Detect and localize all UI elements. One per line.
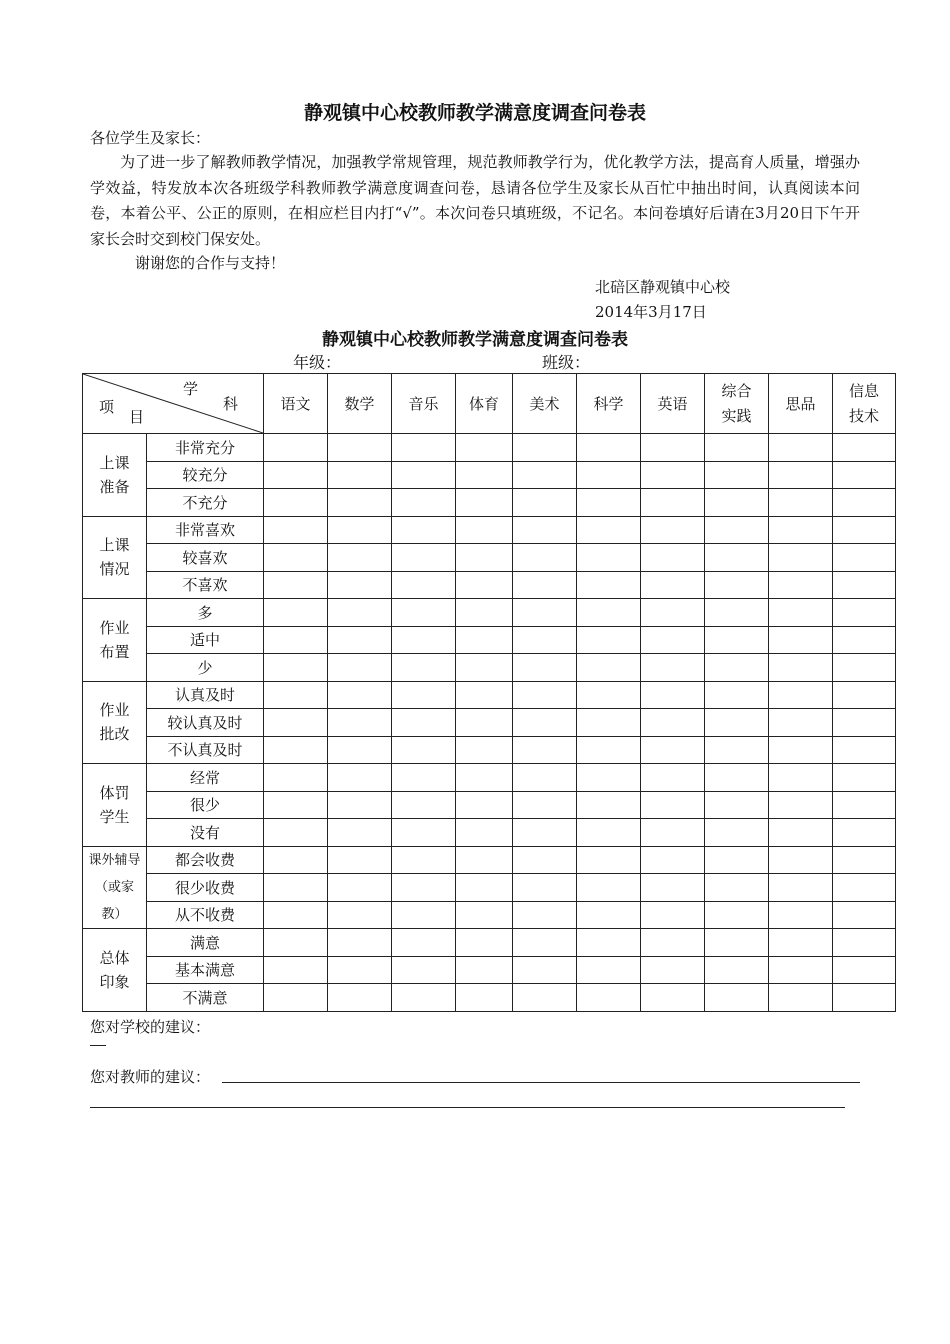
- check-cell[interactable]: [328, 819, 392, 847]
- check-cell[interactable]: [641, 654, 705, 682]
- check-cell[interactable]: [513, 544, 577, 572]
- check-cell[interactable]: [328, 461, 392, 489]
- check-cell[interactable]: [264, 901, 328, 929]
- signature-date: 2014年3月17日: [595, 303, 707, 321]
- subject-header-cell: 体育: [456, 374, 513, 434]
- check-cell[interactable]: [264, 434, 328, 462]
- check-cell[interactable]: [769, 489, 833, 517]
- check-cell[interactable]: [513, 599, 577, 627]
- option-cell: 很少收费: [147, 874, 264, 902]
- table-row: [83, 736, 896, 764]
- check-cell[interactable]: [833, 901, 896, 929]
- check-cell[interactable]: [577, 571, 641, 599]
- check-cell[interactable]: [769, 544, 833, 572]
- check-cell[interactable]: [328, 489, 392, 517]
- check-cell[interactable]: [392, 929, 456, 957]
- check-cell[interactable]: [513, 516, 577, 544]
- check-cell[interactable]: [513, 819, 577, 847]
- check-cell[interactable]: [264, 626, 328, 654]
- table-header-row: [83, 374, 896, 434]
- check-cell[interactable]: [264, 516, 328, 544]
- check-cell[interactable]: [705, 901, 769, 929]
- check-cell[interactable]: [577, 819, 641, 847]
- check-cell[interactable]: [328, 984, 392, 1012]
- check-cell[interactable]: [577, 599, 641, 627]
- table-row: [83, 599, 896, 627]
- check-cell[interactable]: [833, 654, 896, 682]
- check-cell[interactable]: [641, 901, 705, 929]
- check-cell[interactable]: [456, 874, 513, 902]
- check-cell[interactable]: [264, 764, 328, 792]
- check-cell[interactable]: [705, 461, 769, 489]
- check-cell[interactable]: [577, 764, 641, 792]
- check-cell[interactable]: [833, 984, 896, 1012]
- check-cell[interactable]: [577, 846, 641, 874]
- option-cell: 适中: [147, 626, 264, 654]
- greeting: 各位学生及家长：: [90, 129, 211, 147]
- table-row: [83, 956, 896, 984]
- check-cell[interactable]: [641, 764, 705, 792]
- table-row: [83, 461, 896, 489]
- grade-label: 年级：: [293, 353, 342, 372]
- check-cell[interactable]: [328, 544, 392, 572]
- check-cell[interactable]: [456, 819, 513, 847]
- option-cell: 认真及时: [147, 681, 264, 709]
- check-cell[interactable]: [328, 874, 392, 902]
- check-cell[interactable]: [769, 901, 833, 929]
- check-cell[interactable]: [769, 956, 833, 984]
- table-row: [83, 791, 896, 819]
- check-cell[interactable]: [513, 461, 577, 489]
- check-cell[interactable]: [264, 654, 328, 682]
- check-cell[interactable]: [577, 544, 641, 572]
- check-cell[interactable]: [641, 819, 705, 847]
- check-cell[interactable]: [392, 791, 456, 819]
- option-cell: 较喜欢: [147, 544, 264, 572]
- table-row: [83, 984, 896, 1012]
- check-cell[interactable]: [328, 599, 392, 627]
- option-cell: 不认真及时: [147, 736, 264, 764]
- category-cell: 作业 布置: [83, 599, 147, 682]
- option-cell: 较认真及时: [147, 709, 264, 737]
- check-cell[interactable]: [456, 571, 513, 599]
- check-cell[interactable]: [641, 846, 705, 874]
- corner-item-label-2: 目: [129, 408, 145, 426]
- option-cell: 没有: [147, 819, 264, 847]
- check-cell[interactable]: [705, 654, 769, 682]
- check-cell[interactable]: [577, 956, 641, 984]
- check-cell[interactable]: [769, 874, 833, 902]
- check-cell[interactable]: [833, 516, 896, 544]
- check-cell[interactable]: [392, 461, 456, 489]
- option-cell: 基本满意: [147, 956, 264, 984]
- check-cell[interactable]: [577, 709, 641, 737]
- option-cell: 非常喜欢: [147, 516, 264, 544]
- check-cell[interactable]: [833, 544, 896, 572]
- check-cell[interactable]: [392, 956, 456, 984]
- check-cell[interactable]: [769, 681, 833, 709]
- check-cell[interactable]: [328, 791, 392, 819]
- check-cell[interactable]: [641, 489, 705, 517]
- check-cell[interactable]: [577, 791, 641, 819]
- check-cell[interactable]: [705, 516, 769, 544]
- option-cell: 经常: [147, 764, 264, 792]
- table-row: [83, 516, 896, 544]
- check-cell[interactable]: [769, 599, 833, 627]
- table-body: [83, 434, 896, 1012]
- check-cell[interactable]: [456, 736, 513, 764]
- check-cell[interactable]: [641, 544, 705, 572]
- check-cell[interactable]: [769, 819, 833, 847]
- check-cell[interactable]: [264, 956, 328, 984]
- check-cell[interactable]: [641, 736, 705, 764]
- check-cell[interactable]: [769, 791, 833, 819]
- check-cell[interactable]: [769, 626, 833, 654]
- table-row: [83, 901, 896, 929]
- check-cell[interactable]: [833, 819, 896, 847]
- check-cell[interactable]: [769, 984, 833, 1012]
- intro-paragraph: 为了进一步了解教师教学情况，加强教学常规管理，规范教师教学行为，优化教学方法，提高育人质量，增强办学效益，特发放本次各班级学科教师教学满意度调查问卷，恳请各位学生及家长从百忙中抽出时间，认真阅读本问卷，本着公平、公正的原则，在相应栏目内打“√”。本次问卷只填班级，不记名。本问卷填好后请在3月20日下午开家长会时交到校门保安处。: [90, 153, 860, 248]
- subject-header-cell: 英语: [641, 374, 705, 434]
- option-cell: 少: [147, 654, 264, 682]
- check-cell[interactable]: [392, 599, 456, 627]
- check-cell[interactable]: [833, 709, 896, 737]
- option-cell: 不喜欢: [147, 571, 264, 599]
- corner-subject-label: 学: [183, 380, 215, 398]
- check-cell[interactable]: [577, 516, 641, 544]
- check-cell[interactable]: [705, 571, 769, 599]
- check-cell[interactable]: [328, 571, 392, 599]
- check-cell[interactable]: [456, 461, 513, 489]
- subject-header-cell: 思品: [769, 374, 833, 434]
- table-title: 静观镇中心校教师教学满意度调查问卷表: [322, 330, 628, 350]
- check-cell[interactable]: [456, 544, 513, 572]
- option-cell: 都会收费: [147, 846, 264, 874]
- check-cell[interactable]: [641, 791, 705, 819]
- check-cell[interactable]: [392, 846, 456, 874]
- check-cell[interactable]: [456, 434, 513, 462]
- table-row: [83, 846, 896, 874]
- check-cell[interactable]: [328, 736, 392, 764]
- check-cell[interactable]: [392, 434, 456, 462]
- check-cell[interactable]: [392, 709, 456, 737]
- table-row: [83, 709, 896, 737]
- check-cell[interactable]: [392, 571, 456, 599]
- check-cell[interactable]: [577, 929, 641, 957]
- check-cell[interactable]: [833, 846, 896, 874]
- subject-header-cell: 美术: [513, 374, 577, 434]
- check-cell[interactable]: [513, 626, 577, 654]
- check-cell[interactable]: [513, 571, 577, 599]
- class-label: 班级：: [542, 353, 591, 372]
- check-cell[interactable]: [833, 736, 896, 764]
- check-cell[interactable]: [577, 461, 641, 489]
- category-cell: 体罚 学生: [83, 764, 147, 847]
- check-cell[interactable]: [392, 489, 456, 517]
- check-cell[interactable]: [513, 654, 577, 682]
- check-cell[interactable]: [264, 709, 328, 737]
- check-cell[interactable]: [328, 901, 392, 929]
- table-row: [83, 626, 896, 654]
- check-cell[interactable]: [264, 929, 328, 957]
- check-cell[interactable]: [328, 434, 392, 462]
- check-cell[interactable]: [264, 489, 328, 517]
- table-row: [83, 819, 896, 847]
- check-cell[interactable]: [641, 874, 705, 902]
- check-cell[interactable]: [513, 874, 577, 902]
- table-row: [83, 489, 896, 517]
- check-cell[interactable]: [513, 434, 577, 462]
- subject-header-cell: 综合 实践: [705, 374, 769, 434]
- check-cell[interactable]: [513, 984, 577, 1012]
- check-cell[interactable]: [392, 654, 456, 682]
- check-cell[interactable]: [456, 956, 513, 984]
- check-cell[interactable]: [769, 654, 833, 682]
- survey-table: [82, 373, 896, 1012]
- check-cell[interactable]: [833, 626, 896, 654]
- check-cell[interactable]: [705, 489, 769, 517]
- check-cell[interactable]: [328, 654, 392, 682]
- table-row: [83, 764, 896, 792]
- check-cell[interactable]: [641, 461, 705, 489]
- table-row: [83, 654, 896, 682]
- check-cell[interactable]: [392, 901, 456, 929]
- check-cell[interactable]: [577, 434, 641, 462]
- check-cell[interactable]: [577, 626, 641, 654]
- check-cell[interactable]: [392, 764, 456, 792]
- check-cell[interactable]: [456, 626, 513, 654]
- check-cell[interactable]: [328, 929, 392, 957]
- check-cell[interactable]: [456, 791, 513, 819]
- check-cell[interactable]: [513, 956, 577, 984]
- check-cell[interactable]: [264, 874, 328, 902]
- check-cell[interactable]: [577, 984, 641, 1012]
- check-cell[interactable]: [513, 791, 577, 819]
- check-cell[interactable]: [392, 819, 456, 847]
- check-cell[interactable]: [705, 874, 769, 902]
- check-cell[interactable]: [641, 599, 705, 627]
- check-cell[interactable]: [705, 846, 769, 874]
- check-cell[interactable]: [577, 901, 641, 929]
- school-suggestion-line[interactable]: [90, 1045, 106, 1046]
- subject-header-cell: 数学: [328, 374, 392, 434]
- category-cell: 作业 批改: [83, 681, 147, 764]
- check-cell[interactable]: [328, 709, 392, 737]
- check-cell[interactable]: [513, 736, 577, 764]
- check-cell[interactable]: [264, 846, 328, 874]
- check-cell[interactable]: [264, 544, 328, 572]
- check-cell[interactable]: [705, 434, 769, 462]
- table-row: [83, 681, 896, 709]
- subject-header-cell: 科学: [577, 374, 641, 434]
- check-cell[interactable]: [769, 434, 833, 462]
- check-cell[interactable]: [705, 819, 769, 847]
- subject-header-cell: 语文: [264, 374, 328, 434]
- check-cell[interactable]: [705, 929, 769, 957]
- check-cell[interactable]: [392, 626, 456, 654]
- check-cell[interactable]: [641, 434, 705, 462]
- teacher-suggestion-label: 您对教师的建议：: [90, 1068, 211, 1086]
- check-cell[interactable]: [328, 681, 392, 709]
- check-cell[interactable]: [513, 901, 577, 929]
- option-cell: 较充分: [147, 461, 264, 489]
- table-row: [83, 571, 896, 599]
- check-cell[interactable]: [577, 681, 641, 709]
- check-cell[interactable]: [328, 626, 392, 654]
- check-cell[interactable]: [392, 516, 456, 544]
- option-cell: 从不收费: [147, 901, 264, 929]
- check-cell[interactable]: [833, 571, 896, 599]
- check-cell[interactable]: [705, 764, 769, 792]
- check-cell[interactable]: [392, 544, 456, 572]
- check-cell[interactable]: [641, 709, 705, 737]
- check-cell[interactable]: [456, 764, 513, 792]
- check-cell[interactable]: [705, 736, 769, 764]
- check-cell[interactable]: [264, 599, 328, 627]
- check-cell[interactable]: [456, 846, 513, 874]
- teacher-suggestion-line-2[interactable]: [90, 1107, 845, 1108]
- check-cell[interactable]: [392, 984, 456, 1012]
- subject-header-cell: 音乐: [392, 374, 456, 434]
- check-cell[interactable]: [769, 846, 833, 874]
- check-cell[interactable]: [456, 516, 513, 544]
- check-cell[interactable]: [769, 764, 833, 792]
- check-cell[interactable]: [641, 626, 705, 654]
- check-cell[interactable]: [833, 929, 896, 957]
- school-suggestion-label: 您对学校的建议：: [90, 1018, 211, 1036]
- check-cell[interactable]: [833, 461, 896, 489]
- check-cell[interactable]: [577, 654, 641, 682]
- check-cell[interactable]: [513, 489, 577, 517]
- check-cell[interactable]: [513, 929, 577, 957]
- check-cell[interactable]: [769, 736, 833, 764]
- check-cell[interactable]: [264, 461, 328, 489]
- check-cell[interactable]: [577, 874, 641, 902]
- check-cell[interactable]: [833, 599, 896, 627]
- check-cell[interactable]: [264, 819, 328, 847]
- document-title: 静观镇中心校教师教学满意度调查问卷表: [303, 102, 646, 124]
- check-cell[interactable]: [392, 736, 456, 764]
- table-row: [83, 434, 896, 462]
- check-cell[interactable]: [328, 956, 392, 984]
- table-row: [83, 929, 896, 957]
- option-cell: 不满意: [147, 984, 264, 1012]
- signature-org: 北碚区静观镇中心校: [595, 278, 731, 296]
- category-cell: 总体 印象: [83, 929, 147, 1012]
- check-cell[interactable]: [705, 544, 769, 572]
- check-cell[interactable]: [769, 929, 833, 957]
- table-row: [83, 544, 896, 572]
- check-cell[interactable]: [641, 681, 705, 709]
- subject-header-cell: 信息 技术: [833, 374, 896, 434]
- option-cell: 满意: [147, 929, 264, 957]
- check-cell[interactable]: [705, 626, 769, 654]
- check-cell[interactable]: [705, 709, 769, 737]
- category-cell: 课外辅导 （或家 教）: [83, 846, 147, 929]
- check-cell[interactable]: [456, 489, 513, 517]
- check-cell[interactable]: [833, 874, 896, 902]
- corner-item-label: 项: [99, 398, 115, 416]
- check-cell[interactable]: [833, 956, 896, 984]
- check-cell[interactable]: [328, 846, 392, 874]
- check-cell[interactable]: [456, 681, 513, 709]
- check-cell[interactable]: [392, 874, 456, 902]
- check-cell[interactable]: [264, 984, 328, 1012]
- category-cell: 上课 准备: [83, 434, 147, 517]
- check-cell[interactable]: [513, 846, 577, 874]
- check-cell[interactable]: [641, 984, 705, 1012]
- check-cell[interactable]: [328, 764, 392, 792]
- check-cell[interactable]: [456, 654, 513, 682]
- check-cell[interactable]: [833, 681, 896, 709]
- check-cell[interactable]: [641, 929, 705, 957]
- check-cell[interactable]: [833, 489, 896, 517]
- thanks-line: 谢谢您的合作与支持！: [135, 254, 286, 272]
- check-cell[interactable]: [264, 571, 328, 599]
- check-cell[interactable]: [833, 791, 896, 819]
- check-cell[interactable]: [392, 681, 456, 709]
- check-cell[interactable]: [769, 461, 833, 489]
- check-cell[interactable]: [641, 571, 705, 599]
- check-cell[interactable]: [456, 599, 513, 627]
- option-cell: 非常充分: [147, 434, 264, 462]
- category-cell: 上课 情况: [83, 516, 147, 599]
- option-cell: 不充分: [147, 489, 264, 517]
- check-cell[interactable]: [705, 984, 769, 1012]
- check-cell[interactable]: [833, 434, 896, 462]
- option-cell: 很少: [147, 791, 264, 819]
- check-cell[interactable]: [705, 599, 769, 627]
- check-cell[interactable]: [456, 709, 513, 737]
- check-cell[interactable]: [705, 681, 769, 709]
- check-cell[interactable]: [769, 516, 833, 544]
- check-cell[interactable]: [513, 709, 577, 737]
- check-cell[interactable]: [456, 929, 513, 957]
- check-cell[interactable]: [577, 489, 641, 517]
- corner-subject-label-2: 科: [223, 395, 239, 413]
- check-cell[interactable]: [456, 984, 513, 1012]
- check-cell[interactable]: [769, 571, 833, 599]
- teacher-suggestion-line-1[interactable]: [222, 1082, 860, 1083]
- check-cell[interactable]: [833, 764, 896, 792]
- table-row: [83, 874, 896, 902]
- check-cell[interactable]: [705, 956, 769, 984]
- check-cell[interactable]: [705, 791, 769, 819]
- option-cell: 多: [147, 599, 264, 627]
- check-cell[interactable]: [264, 681, 328, 709]
- corner-header-cell: [83, 374, 264, 434]
- check-cell[interactable]: [641, 956, 705, 984]
- check-cell[interactable]: [264, 736, 328, 764]
- check-cell[interactable]: [641, 516, 705, 544]
- check-cell[interactable]: [769, 709, 833, 737]
- check-cell[interactable]: [328, 516, 392, 544]
- check-cell[interactable]: [513, 681, 577, 709]
- check-cell[interactable]: [577, 736, 641, 764]
- check-cell[interactable]: [264, 791, 328, 819]
- check-cell[interactable]: [513, 764, 577, 792]
- check-cell[interactable]: [456, 901, 513, 929]
